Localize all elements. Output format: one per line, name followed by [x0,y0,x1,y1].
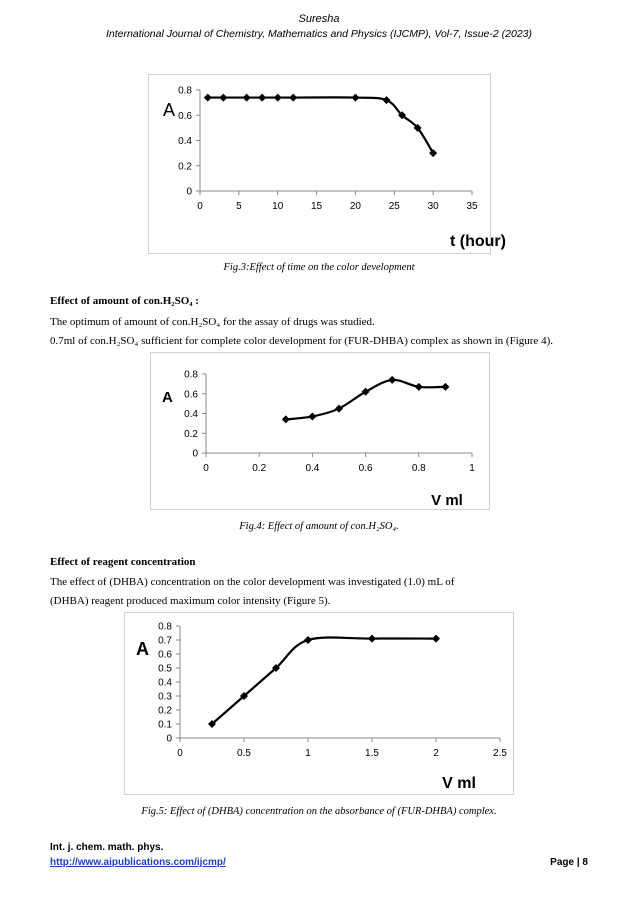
x-tick-label: 20 [349,201,361,212]
x-tick-label: 0 [197,201,203,212]
y-tick-label: 0.1 [158,719,172,731]
x-axis-title: V ml [442,775,476,792]
running-header-author: Suresha [298,13,340,25]
y-tick-label: 0.8 [158,621,172,633]
x-tick-label: 5 [236,201,242,212]
y-axis-title: A [163,100,176,120]
chart-border [125,613,514,795]
x-tick-label: 30 [427,201,439,212]
y-tick-label: 0.3 [158,691,172,703]
x-tick-label: 1.5 [365,748,379,759]
figure-3 [148,74,506,254]
x-tick-label: 0 [177,748,183,759]
x-tick-label: 0.5 [237,748,251,759]
x-tick-label: 0.8 [411,463,426,474]
y-tick-label: 0.4 [178,136,192,147]
section-heading-h2so4: Effect of amount of con.H₂SO₄ : [50,295,199,307]
x-tick-label: 10 [272,201,284,212]
y-tick-label: 0.5 [158,663,172,675]
y-tick-label: 0.8 [184,369,198,381]
paragraph-line: (DHBA) reagent produced maximum color intensity (Figure 5). [50,595,331,607]
x-axis-title: V ml [431,492,463,509]
x-tick-label: 1 [305,748,311,759]
paragraph-line: The effect of (DHBA) concentration on the color development was investigated (1.0) mL of [50,576,455,588]
running-header-journal: International Journal of Chemistry, Mathematics and Physics (IJCMP), Vol-7, Issue-2 (2023) [106,28,532,40]
y-axis-title: A [136,639,149,659]
x-tick-label: 1 [469,463,475,474]
fig3-caption: Fig.3:Effect of time on the color development [223,262,415,273]
x-tick-label: 0.2 [252,463,267,474]
chart-border [151,353,490,510]
x-tick-label: 25 [388,201,400,212]
y-tick-label: 0.4 [184,409,198,420]
figure-4 [150,352,490,510]
section-heading-reagent: Effect of reagent concentration [50,556,196,568]
footer-url-link[interactable]: http://www.aipublications.com/ijcmp/ [50,857,226,868]
paragraph-line: 0.7ml of con.H₂SO₄ sufficient for complete color development for (FUR-DHBA) complex as shown in (Figure 4). [50,335,553,347]
x-tick-label: 0.6 [358,463,373,474]
y-tick-label: 0.6 [158,649,172,661]
x-tick-label: 0.4 [305,463,320,474]
y-tick-label: 0.7 [158,635,172,647]
y-tick-label: 0.8 [178,85,192,97]
x-tick-label: 15 [311,201,323,212]
y-tick-label: 0.6 [184,389,198,401]
figure-5 [124,612,514,795]
y-tick-label: 0.2 [178,161,192,173]
page-number: Page | 8 [550,857,588,868]
paragraph-line: The optimum of amount of con.H₂SO₄ for the assay of drugs was studied. [50,316,375,328]
y-tick-label: 0.4 [158,677,172,689]
fig4-chart [150,352,490,510]
y-tick-label: 0 [186,186,192,198]
y-tick-label: 0.2 [158,705,172,717]
y-tick-label: 0.6 [178,110,192,122]
x-tick-label: 35 [466,201,478,212]
y-axis-title: A [162,389,173,406]
x-tick-label: 2 [433,748,439,759]
fig4-caption: Fig.4: Effect of amount of con.H₂SO₄. [239,521,399,532]
fig5-caption: Fig.5: Effect of (DHBA) concentration on the absorbance of (FUR-DHBA) complex. [141,806,497,817]
fig3-chart [148,74,506,254]
fig5-chart [124,612,514,795]
y-tick-label: 0.2 [184,428,198,440]
footer-journal-abbr: Int. j. chem. math. phys. [50,842,164,853]
x-tick-label: 2.5 [493,748,507,759]
x-axis-title: t (hour) [450,233,506,250]
y-tick-label: 0 [166,733,172,745]
y-tick-label: 0 [192,448,198,460]
x-tick-label: 0 [203,463,209,474]
